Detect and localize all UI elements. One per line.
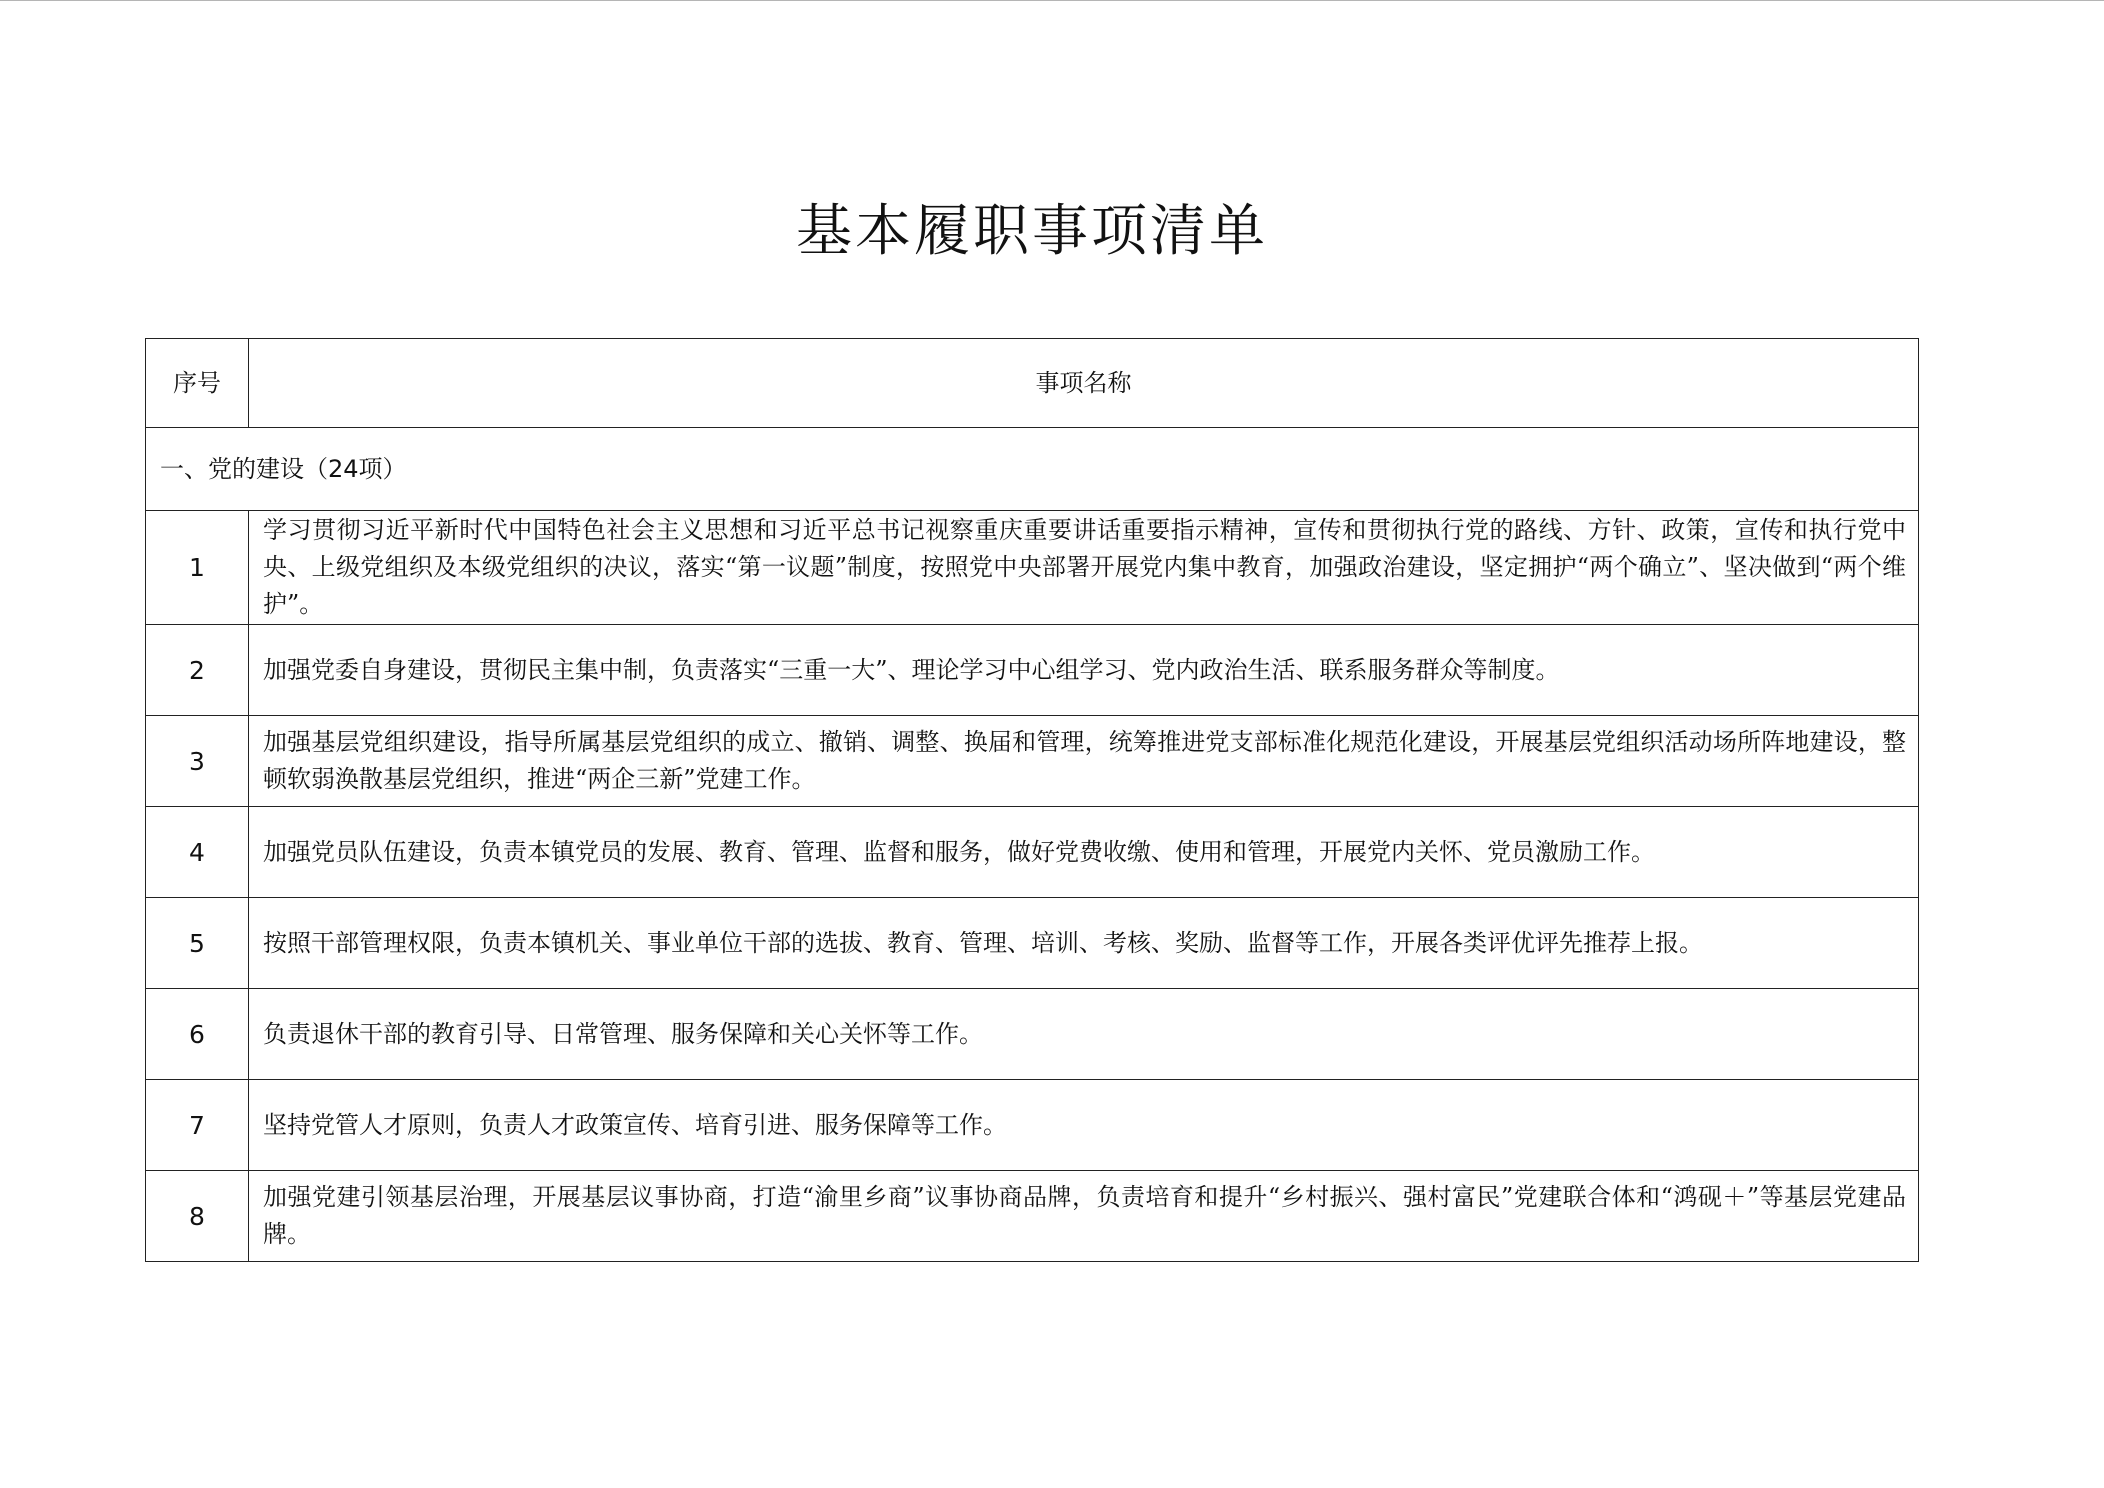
section-row-party-building (146, 428, 1919, 511)
row-item-text: 加强党员队伍建设，负责本镇党员的发展、教育、管理、监督和服务，做好党费收缴、使用和管理，开展党内关怀、党员激励工作。 (249, 807, 1919, 898)
section-heading-prefix: 一、党的建设（ (160, 454, 328, 483)
table-row (146, 1080, 1919, 1171)
table-row (146, 807, 1919, 898)
row-number: 5 (146, 898, 249, 989)
row-item-text: 加强基层党组织建设，指导所属基层党组织的成立、撤销、调整、换届和管理，统筹推进党支部标准化规范化建设，开展基层党组织活动场所阵地建设，整顿软弱涣散基层党组织，推进“两企三新”党建工作。 (249, 716, 1919, 807)
table-row (146, 989, 1919, 1080)
row-number: 3 (146, 716, 249, 807)
table-row (146, 625, 1919, 716)
row-item-text: 学习贯彻习近平新时代中国特色社会主义思想和习近平总书记视察重庆重要讲话重要指示精神，宣传和贯彻执行党的路线、方针、政策，宣传和执行党中央、上级党组织及本级党组织的决议，落实“第一议题”制度，按照党中央部署开展党内集中教育，加强政治建设，坚定拥护“两个确立”、坚决做到“两个维护”。 (249, 511, 1919, 625)
document-title: 基本履职事项清单 (796, 199, 1268, 264)
duty-list-table (145, 338, 1919, 1262)
row-number: 6 (146, 989, 249, 1080)
header-number: 序号 (146, 339, 249, 428)
section-heading (146, 428, 1919, 511)
page-top-border (0, 0, 2104, 1)
row-item-text: 坚持党管人才原则，负责人才政策宣传、培育引进、服务保障等工作。 (249, 1080, 1919, 1171)
row-number: 8 (146, 1171, 249, 1262)
table-header-row (146, 339, 1919, 428)
row-item-text: 加强党委自身建设，贯彻民主集中制，负责落实“三重一大”、理论学习中心组学习、党内政治生活、联系服务群众等制度。 (249, 625, 1919, 716)
table-row (146, 898, 1919, 989)
row-item-text: 加强党建引领基层治理，开展基层议事协商，打造“渝里乡商”议事协商品牌，负责培育和提升“乡村振兴、强村富民”党建联合体和“鸿砚＋”等基层党建品牌。 (249, 1171, 1919, 1262)
row-item-text: 负责退休干部的教育引导、日常管理、服务保障和关心关怀等工作。 (249, 989, 1919, 1080)
table-row (146, 1171, 1919, 1262)
row-number: 2 (146, 625, 249, 716)
section-item-count: 24 (328, 454, 359, 483)
row-item-text: 按照干部管理权限，负责本镇机关、事业单位干部的选拔、教育、管理、培训、考核、奖励、监督等工作，开展各类评优评先推荐上报。 (249, 898, 1919, 989)
section-heading-suffix: 项） (358, 454, 407, 483)
row-number: 4 (146, 807, 249, 898)
row-number: 7 (146, 1080, 249, 1171)
table-row (146, 716, 1919, 807)
header-item-name: 事项名称 (249, 339, 1919, 428)
row-number: 1 (146, 511, 249, 625)
table-row (146, 511, 1919, 625)
